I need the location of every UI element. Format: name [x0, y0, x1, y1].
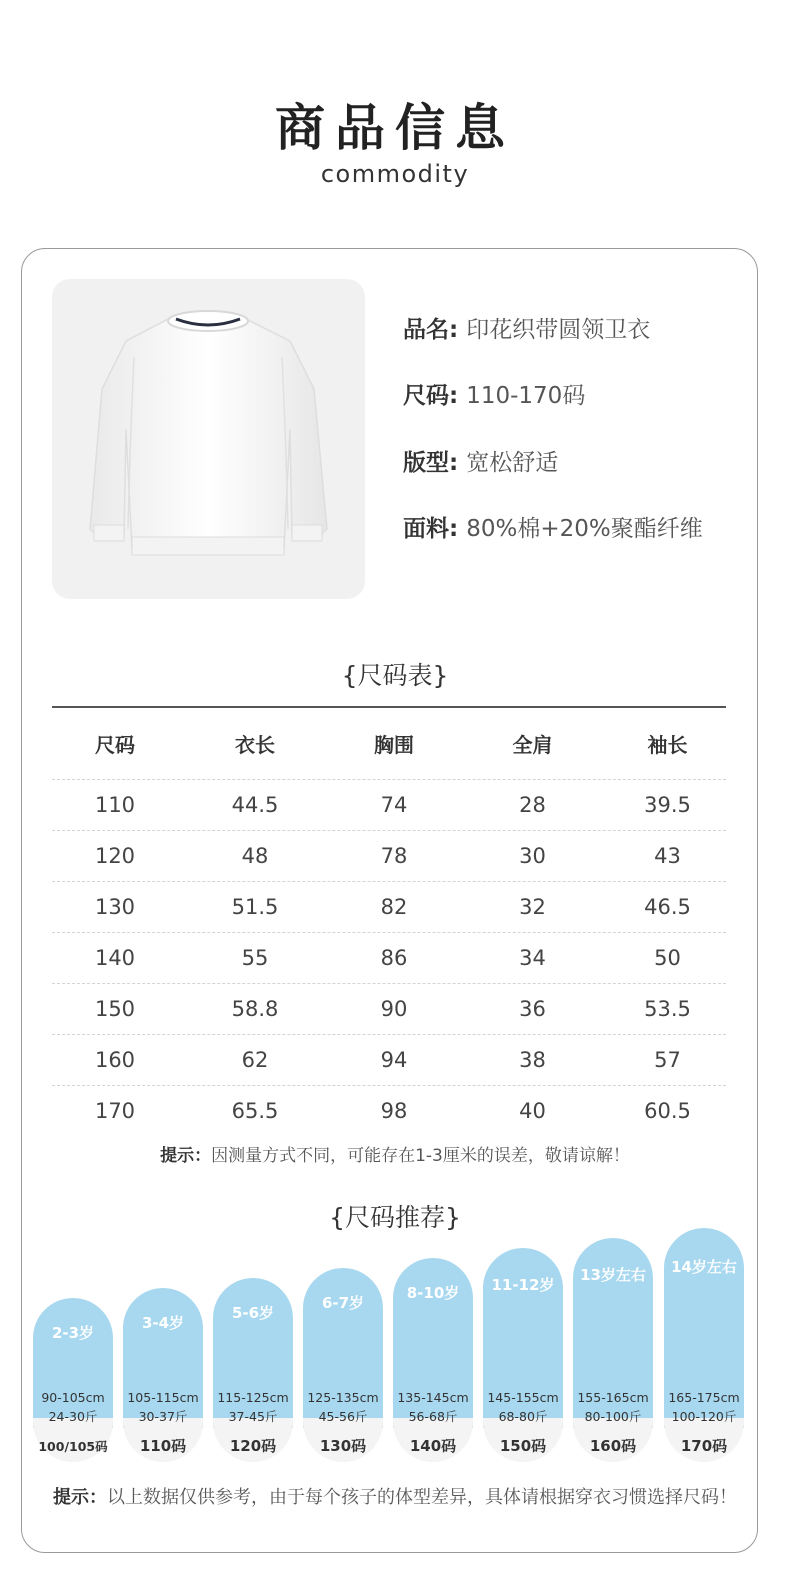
pill-age: 5-6岁: [231, 1304, 275, 1322]
table-cell: 140: [94, 946, 136, 970]
table-cell: 98: [380, 1099, 408, 1123]
pill-size: 150码: [499, 1437, 547, 1455]
table-cell: 32: [519, 895, 546, 919]
pill-height: 135-145cm: [397, 1390, 469, 1405]
pill-weight: 68-80斤: [498, 1409, 548, 1424]
table-cell: 82: [380, 895, 408, 919]
table-cell: 160: [94, 1048, 136, 1072]
table-cell: 86: [380, 946, 408, 970]
pill-height: 90-105cm: [41, 1390, 105, 1405]
pill-height: 155-165cm: [577, 1390, 649, 1405]
table-cell: 43: [654, 844, 681, 868]
table-cell: 38: [519, 1048, 546, 1072]
table-cell: 170: [94, 1099, 136, 1123]
recommend-title: {尺码推荐}: [329, 1203, 461, 1232]
table-row: [52, 831, 726, 882]
product-field-size: 尺码: 110-170码: [403, 383, 586, 409]
pill-height: 165-175cm: [668, 1390, 740, 1405]
table-header-row: [52, 708, 726, 780]
pill-weight: 37-45斤: [228, 1409, 278, 1424]
table-cell: 28: [519, 793, 546, 817]
table-cell: 150: [94, 997, 136, 1021]
table-cell: 62: [241, 1048, 269, 1072]
table-header-cell: 尺码: [95, 733, 135, 757]
table-cell: 36: [519, 997, 546, 1021]
product-field-fit: 版型: 宽松舒适: [403, 450, 559, 476]
pill-size: 140码: [409, 1437, 457, 1455]
table-cell: 58.8: [231, 997, 279, 1021]
size-table-title: {尺码表}: [341, 661, 449, 690]
table-cell: 74: [380, 793, 408, 817]
pill-age: 2-3岁: [51, 1324, 95, 1342]
table-cell: 120: [94, 844, 136, 868]
pill-age: 3-4岁: [141, 1314, 185, 1332]
table-cell: 30: [519, 844, 546, 868]
pill-size: 170码: [680, 1437, 728, 1455]
pill-height: 115-125cm: [217, 1390, 289, 1405]
table-cell: 110: [94, 793, 136, 817]
pill-size: 160码: [589, 1437, 637, 1455]
table-cell: 55: [241, 946, 269, 970]
table-row: [52, 1035, 726, 1086]
table-cell: 46.5: [644, 895, 691, 919]
pill-height: 105-115cm: [127, 1390, 199, 1405]
pill-height: 145-155cm: [487, 1390, 559, 1405]
pill-weight: 24-30斤: [48, 1409, 98, 1424]
table-cell: 39.5: [644, 793, 691, 817]
measurement-tip: 提示：因测量方式不同，可能存在1-3厘米的误差，敬请谅解！: [160, 1146, 630, 1166]
table-cell: 44.5: [231, 793, 279, 817]
table-cell: 90: [380, 997, 408, 1021]
table-row: [52, 1086, 726, 1136]
pill-weight: 45-56斤: [318, 1409, 368, 1424]
pill-weight: 56-68斤: [408, 1409, 458, 1424]
table-header-cell: 袖长: [647, 733, 688, 757]
pill-size: 130码: [319, 1437, 367, 1455]
pill-age: 13岁左右: [580, 1266, 646, 1284]
page-subtitle: commodity: [320, 160, 470, 188]
table-cell: 130: [94, 895, 136, 919]
pill-weight: 30-37斤: [138, 1409, 188, 1424]
table-cell: 51.5: [231, 895, 279, 919]
product-image: [52, 279, 365, 599]
sweatshirt-illustration: [52, 279, 365, 599]
table-cell: 53.5: [644, 997, 691, 1021]
size-table: [52, 706, 726, 1136]
pill-weight: 80-100斤: [584, 1409, 642, 1424]
pill-age: 14岁左右: [671, 1258, 737, 1276]
table-row: [52, 984, 726, 1035]
pill-size: 110码: [139, 1437, 187, 1455]
pill-age: 11-12岁: [491, 1276, 555, 1294]
table-cell: 65.5: [231, 1099, 279, 1123]
table-cell: 78: [380, 844, 408, 868]
table-cell: 34: [519, 946, 546, 970]
table-row: [52, 933, 726, 984]
table-cell: 48: [241, 844, 269, 868]
pill-age: 6-7岁: [321, 1294, 365, 1312]
pill-size: 100/105码: [38, 1439, 108, 1454]
product-field-fabric: 面料: 80%棉+20%聚酯纤维: [403, 516, 703, 542]
pill-size: 120码: [229, 1437, 277, 1455]
table-header-cell: 全肩: [512, 733, 553, 757]
table-header-cell: 衣长: [235, 733, 275, 757]
pill-height: 125-135cm: [307, 1390, 379, 1405]
table-cell: 60.5: [644, 1099, 691, 1123]
table-cell: 57: [654, 1048, 681, 1072]
table-row: [52, 780, 726, 831]
table-header-cell: 胸围: [374, 733, 414, 757]
table-cell: 50: [654, 946, 681, 970]
table-cell: 94: [380, 1048, 408, 1072]
product-field-name: 品名: 印花织带圆领卫衣: [403, 317, 651, 343]
pill-age: 8-10岁: [406, 1284, 460, 1302]
table-row: [52, 882, 726, 933]
page-title: 商品信息: [275, 98, 515, 157]
pill-weight: 100-120斤: [671, 1409, 737, 1424]
table-cell: 40: [519, 1099, 546, 1123]
recommend-tip: 提示：以上数据仅供参考，由于每个孩子的体型差异，具体请根据穿衣习惯选择尺码！: [53, 1487, 737, 1508]
